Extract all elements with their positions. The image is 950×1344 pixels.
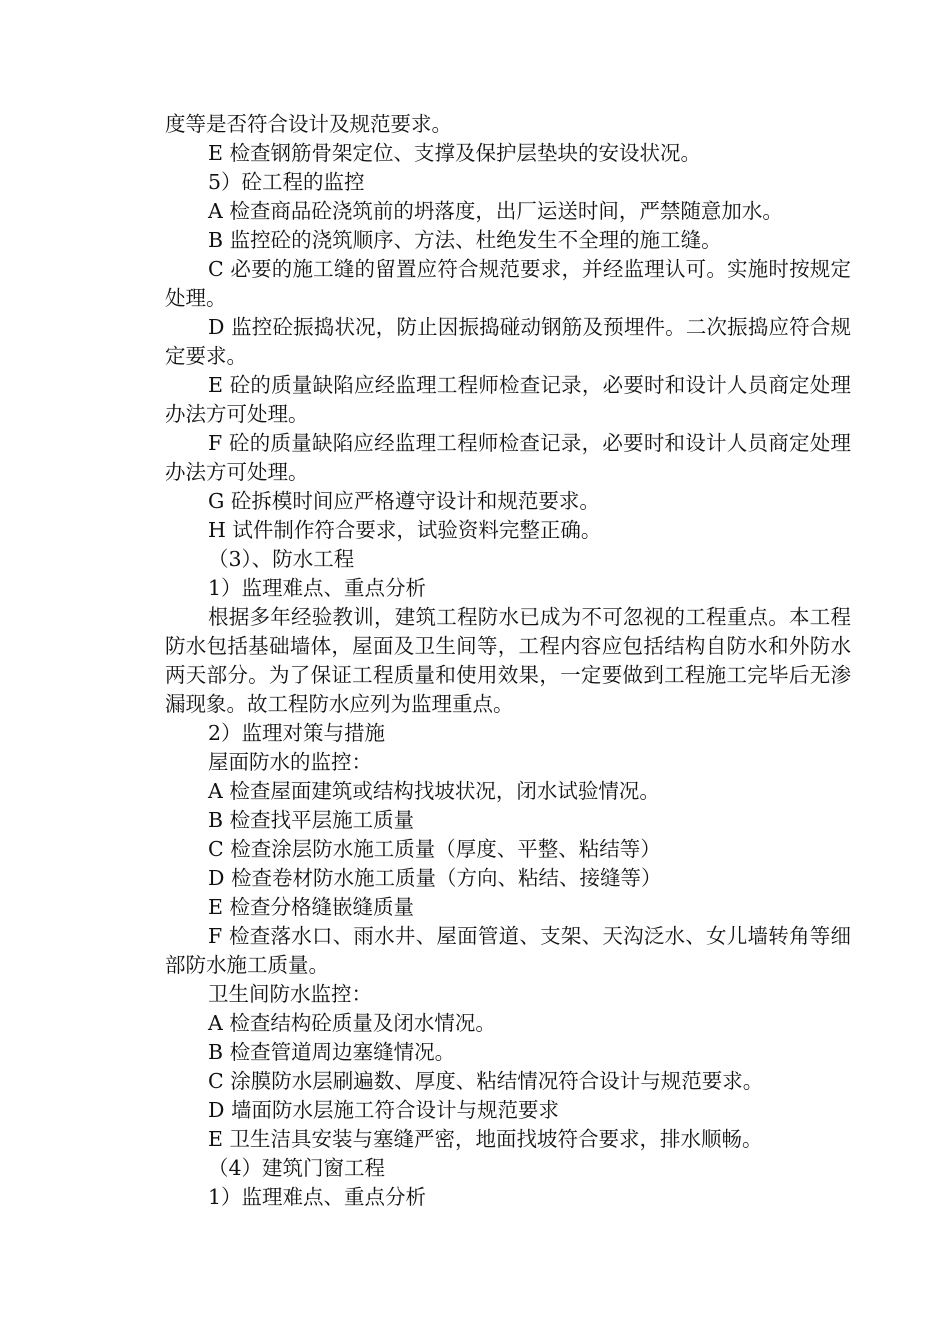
heading-difficulty-analysis: 1）监理难点、重点分析 [208,576,427,600]
paragraph-roof-e: E 检查分格缝嵌缝质量 [208,895,414,919]
paragraph-concrete-h: H 试件制作符合要求，试验资料完整正确。 [208,518,602,542]
paragraph-bathroom-b: B 检查管道周边塞缝情况。 [208,1040,456,1064]
paragraph-concrete-b: B 监控砼的浇筑顺序、方法、杜绝发生不全理的施工缝。 [208,228,722,252]
paragraph-concrete-g: G 砼拆模时间应严格遵守设计和规范要求。 [208,489,600,513]
paragraph-bathroom-d: D 墙面防水层施工符合设计与规范要求 [208,1098,559,1122]
paragraph-concrete-e: E 砼的质量缺陷应经监理工程师检查记录，必要时和设计人员商定处理办法方可处理。 [165,373,851,426]
paragraph-concrete-f: F 砼的质量缺陷应经监理工程师检查记录，必要时和设计人员商定处理办法方可处理。 [165,431,851,484]
paragraph-bathroom-e: E 卫生洁具安装与塞缝严密，地面找坡符合要求，排水顺畅。 [208,1127,763,1151]
paragraph-concrete-c: C 必要的施工缝的留置应符合规范要求，并经监理认可。实施时按规定处理。 [165,257,851,310]
paragraph-bathroom-c: C 涂膜防水层刷遍数、厚度、粘结情况符合设计与规范要求。 [208,1069,764,1093]
heading-doors-windows-analysis: 1）监理难点、重点分析 [208,1185,427,1209]
paragraph-concrete-d: D 监控砼振捣状况，防止因振捣碰动钢筋及预埋件。二次振捣应符合规定要求。 [165,315,851,368]
heading-bathroom-waterproofing: 卫生间防水监控： [208,982,372,1006]
paragraph-roof-d: D 检查卷材防水施工质量（方向、粘结、接缝等） [208,866,662,890]
heading-roof-waterproofing: 屋面防水的监控： [208,750,372,774]
heading-doors-windows: （4）建筑门窗工程 [208,1156,386,1180]
heading-concrete-monitoring: 5）砼工程的监控 [208,170,365,194]
paragraph-roof-b: B 检查找平层施工质量 [208,808,415,832]
paragraph-concrete-a: A 检查商品砼浇筑前的坍落度，出厂运送时间，严禁随意加水。 [208,199,783,223]
paragraph-roof-a: A 检查屋面建筑或结构找坡状况，闭水试验情况。 [208,779,660,803]
paragraph-rebar-check-e: E 检查钢筋骨架定位、支撑及保护层垫块的安设状况。 [208,141,701,165]
paragraph-bathroom-a: A 检查结构砼质量及闭水情况。 [208,1011,496,1035]
heading-waterproofing: （3）、防水工程 [208,547,355,571]
heading-countermeasures: 2）监理对策与措施 [208,721,386,745]
paragraph-roof-c: C 检查涂层防水施工质量（厚度、平整、粘结等） [208,837,661,861]
paragraph-waterproofing-analysis: 根据多年经验教训，建筑工程防水已成为不可忽视的工程重点。本工程防水包括基础墙体，屋面及卫生间等，工程内容应包括结构自防水和外防水两天部分。为了保证工程质量和使用效果，一定要做到工程施工完毕后无渗漏现象。故工程防水应列为监理重点。 [165,605,851,716]
paragraph-roof-f: F 检查落水口、雨水井、屋面管道、支架、天沟泛水、女儿墙转角等细部防水施工质量。 [165,924,851,977]
paragraph-continuation: 度等是否符合设计及规范要求。 [165,112,452,136]
document-page [165,110,851,1212]
